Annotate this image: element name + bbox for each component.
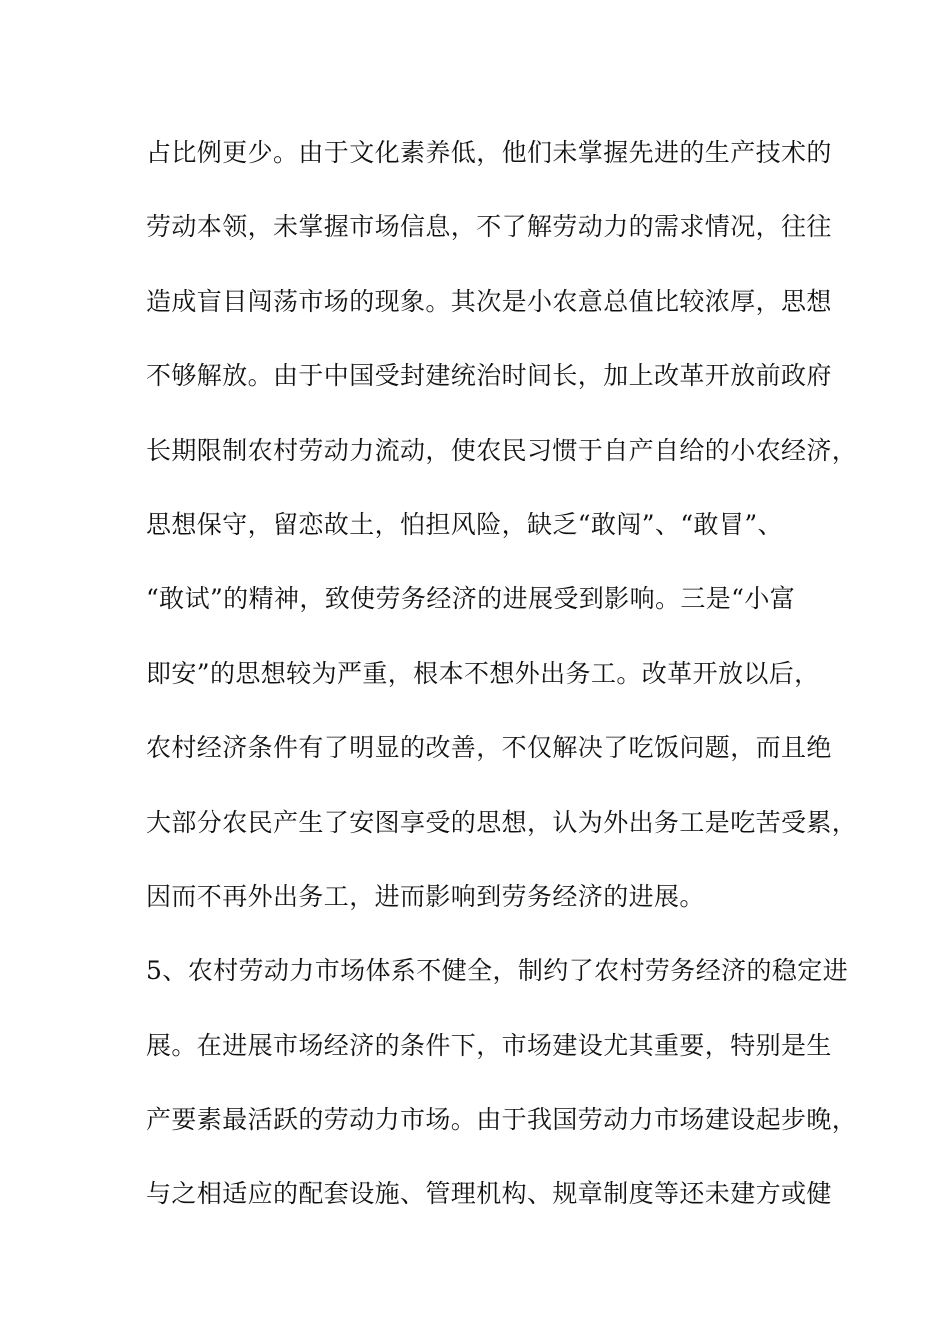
text-line: 与之相适应的配套设施、管理机构、规章制度等还未建方或健 — [146, 1179, 832, 1209]
text-line: “敢试”的精神，致使劳务经济的进展受到影响。三是“小富 — [146, 584, 796, 614]
body-text — [146, 130, 858, 1246]
text-line: 产要素最活跃的劳动力市场。由于我国劳动力市场建设起步晚， — [146, 1105, 858, 1135]
text-line: 展。在进展市场经济的条件下，市场建设尤其重要，特别是生 — [146, 1030, 832, 1060]
text-line: 占比例更少。由于文化素养低，他们未掌握先进的生产技术的 — [146, 138, 832, 167]
text-line: 造成盲目闯荡市场的现象。其次是小农意总值比较浓厚，思想 — [146, 286, 832, 316]
text-line: 劳动本领，未掌握市场信息，不了解劳动力的需求情况，往往 — [146, 212, 832, 242]
text-line: 长期限制农村劳动力流动，使农民习惯于自产自给的小农经济， — [146, 435, 858, 465]
text-line: 不够解放。由于中国受封建统治时间长，加上改革开放前政府 — [146, 361, 832, 391]
text-line: 农村经济条件有了明显的改善，不仅解决了吃饭问题，而且绝 — [146, 733, 832, 763]
text-line: 5、农村劳动力市场体系不健全，制约了农村劳务经济的稳定进 — [146, 956, 849, 986]
text-line: 大部分农民产生了安图享受的思想，认为外出务工是吃苦受累， — [146, 807, 858, 837]
text-line: 即安”的思想较为严重，根本不想外出务工。改革开放以后， — [146, 658, 820, 688]
text-line: 思想保守，留恋故土，怕担风险，缺乏“敢闯”、“敢冒”、 — [146, 509, 783, 539]
text-line: 因而不再外出务工，进而影响到劳务经济的进展。 — [146, 881, 705, 911]
